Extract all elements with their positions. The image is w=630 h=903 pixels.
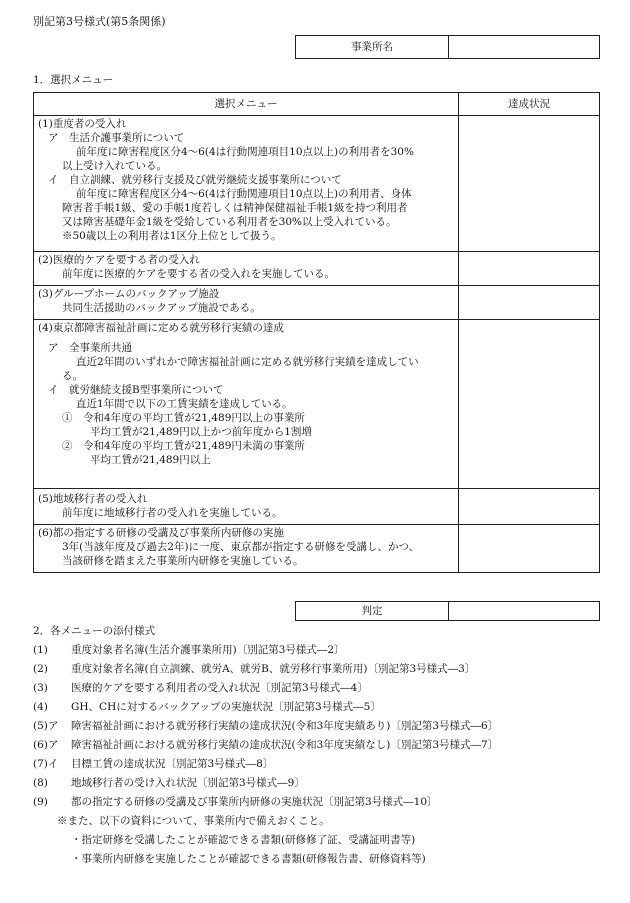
- attachment-text: 重度対象者名簿(自立訓練、就労A、就労B、就労移行事業所用)〔別記第3号様式―3〕: [71, 663, 476, 675]
- attachment-num: (7)イ: [33, 758, 59, 770]
- office-name-field[interactable]: [449, 36, 600, 59]
- attachment-item: [33, 700, 613, 719]
- status-cell-2[interactable]: [459, 252, 600, 286]
- attachment-item: [33, 643, 613, 662]
- menu-line: 平均工賃が21,489円以上: [90, 454, 211, 466]
- menu-line: 前年度に医療的ケアを要する者の受入れを実施している。: [62, 268, 335, 280]
- attachment-num: (9): [33, 796, 48, 808]
- judgement-field[interactable]: [449, 602, 600, 621]
- attachment-text: 医療的ケアを要する利用者の受入れ状況〔別記第3号様式―4〕: [71, 682, 368, 694]
- menu-line: 障害者手帳1級、愛の手帳1度若しくは精神保健福祉手帳1級を持つ利用者: [62, 202, 408, 214]
- attachment-num: (3): [33, 682, 48, 694]
- attachment-text: 障害福祉計画における就労移行実績の達成状況(令和3年度実績あり)〔別記第3号様式―6〕: [71, 720, 499, 732]
- attachment-text: 障害福祉計画における就労移行実績の達成状況(令和3年度実績なし)〔別記第3号様式―7〕: [71, 739, 499, 751]
- attachment-item: [33, 776, 613, 795]
- attachment-text: 都の指定する研修の受講及び事業所内研修の実施状況〔別記第3号様式―10〕: [71, 796, 438, 808]
- attachment-bullet: ・事業所内研修を実施したことが確認できる書類(研修報告書、研修資料等): [71, 853, 426, 865]
- menu-row-title: (3)グループホームのバックアップ施設: [38, 288, 220, 300]
- menu-line: 直近2年間のいずれかで障害福祉計画に定める就労移行実績を達成してい: [76, 356, 419, 368]
- attachment-item: [33, 681, 613, 700]
- section2-title: 2．各メニューの添付様式: [33, 625, 156, 637]
- menu-line: 前年度に障害程度区分4～6(4は行動関連項目10点以上)の利用者、身体: [76, 188, 412, 200]
- status-cell-1[interactable]: [459, 116, 600, 252]
- status-cell-5[interactable]: [459, 489, 600, 525]
- menu-line: 直近1年間で以下の工賃実績を達成している。: [76, 398, 293, 410]
- attachment-list: [33, 643, 613, 871]
- menu-row-title: (6)都の指定する研修の受講及び事業所内研修の実施: [38, 527, 284, 539]
- judgement-label: 判定: [296, 602, 449, 621]
- attachment-num: (8): [33, 777, 48, 789]
- section1-title: 1．選択メニュー: [33, 74, 114, 86]
- attachment-item: [33, 795, 613, 814]
- menu-row-title: (4)東京都障害福祉計画に定める就労移行実績の達成: [38, 322, 284, 334]
- menu-row-5: [34, 489, 600, 525]
- menu-row-1: [34, 116, 600, 252]
- judgement-table: [295, 601, 600, 621]
- col-menu-header: 選択メニュー: [34, 93, 459, 116]
- menu-line: 前年度に地域移行者の受入れを実施している。: [62, 507, 283, 519]
- menu-line: る。: [62, 370, 83, 382]
- menu-line: 又は障害基礎年金1級を受給している利用者を30%以上受入れている。: [62, 216, 397, 228]
- status-cell-6[interactable]: [459, 525, 600, 573]
- attachment-item: [33, 757, 613, 776]
- attachment-note: ※また、以下の資料について、事業所内で備えおくこと。: [57, 815, 330, 827]
- menu-line: イ 就労継続支援B型事業所について: [48, 384, 224, 396]
- attachment-text: GH、CHに対するバックアップの実施状況〔別記第3号様式―5〕: [71, 701, 381, 713]
- attachment-num: (1): [33, 644, 48, 656]
- status-cell-3[interactable]: [459, 286, 600, 320]
- form-title: 別記第3号様式(第5条関係): [33, 15, 166, 28]
- status-cell-4[interactable]: [459, 320, 600, 489]
- menu-line: ア 全事業所共通: [48, 342, 132, 354]
- menu-table: [33, 92, 600, 573]
- attachment-item: [33, 662, 613, 681]
- col-status-header: 達成状況: [459, 93, 600, 116]
- attachment-text: 重度対象者名簿(生活介護事業所用)〔別記第3号様式―2〕: [71, 644, 345, 656]
- menu-row-title: (2)医療的ケアを要する者の受入れ: [38, 254, 200, 266]
- menu-row-4: [34, 320, 600, 489]
- attachment-text: 目標工賃の達成状況〔別記第3号様式―8〕: [71, 758, 274, 770]
- attachment-num: (4): [33, 701, 48, 713]
- attachment-item: [33, 719, 613, 738]
- menu-line: ア 生活介護事業所について: [48, 132, 185, 144]
- menu-line: 3年(当該年度及び過去2年)に一度、東京都が指定する研修を受講し、かつ、: [62, 541, 420, 553]
- menu-line: 当該研修を踏まえた事業所内研修を実施している。: [62, 555, 304, 567]
- menu-row-2: [34, 252, 600, 286]
- office-name-label: 事業所名: [296, 36, 449, 59]
- menu-line: 前年度に障害程度区分4～6(4は行動関連項目10点以上)の利用者を30%: [76, 146, 414, 158]
- menu-row-6: [34, 525, 600, 573]
- attachment-num: (2): [33, 663, 48, 675]
- menu-line: 平均工賃が21,489円以上かつ前年度から1割増: [90, 426, 312, 438]
- menu-line: ※50歳以上の利用者は1区分上位として扱う。: [62, 230, 282, 242]
- menu-line: 共同生活援助のバックアップ施設である。: [62, 302, 261, 314]
- menu-row-title: (5)地域移行者の受入れ: [38, 493, 148, 505]
- menu-line: イ 自立訓練、就労移行支援及び就労継続支援事業所について: [48, 174, 342, 186]
- attachment-num: (5)ア: [33, 720, 59, 732]
- menu-line: 以上受け入れている。: [62, 160, 167, 172]
- attachment-item: [33, 738, 613, 757]
- office-name-table: [295, 35, 600, 59]
- menu-row-3: [34, 286, 600, 320]
- menu-line: ② 令和4年度の平均工賃が21,489円未満の事業所: [62, 440, 305, 452]
- menu-row-title: (1)重度者の受入れ: [38, 118, 127, 130]
- attachment-bullet: ・指定研修を受講したことが確認できる書類(研修修了証、受講証明書等): [71, 834, 416, 846]
- menu-line: ① 令和4年度の平均工賃が21,489円以上の事業所: [62, 412, 305, 424]
- attachment-text: 地域移行者の受け入れ状況〔別記第3号様式―9〕: [71, 777, 305, 789]
- attachment-num: (6)ア: [33, 739, 59, 751]
